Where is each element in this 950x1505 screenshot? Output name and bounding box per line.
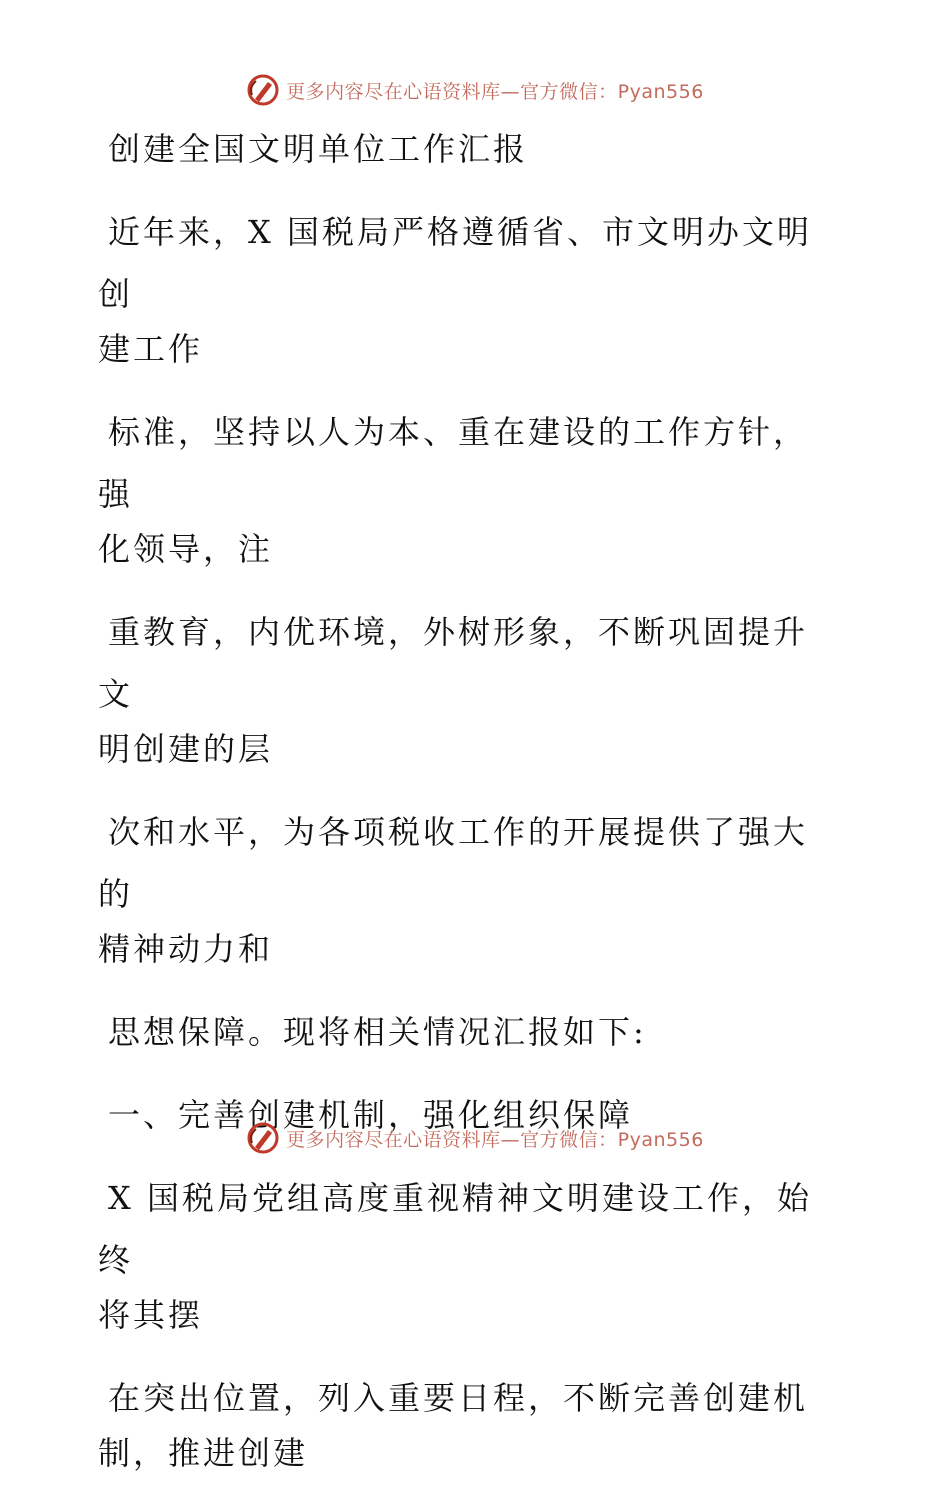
- pen-logo-icon: [246, 73, 280, 107]
- document-title: 创建全国文明单位工作汇报: [108, 130, 529, 168]
- header-banner-text: 更多内容尽在心语资料库—官方微信：Pyan556: [286, 80, 704, 103]
- pen-logo-icon: [246, 1121, 280, 1155]
- paragraph: 标准，坚持以人为本、重在建设的工作方针，强 化领导，注: [98, 413, 809, 568]
- paragraph: 重教育，内优环境，外树形象，不断巩固提升文 明创建的层: [98, 613, 809, 768]
- document-body: [98, 118, 838, 1505]
- paragraph: 近年来，X 国税局严格遵循省、市文明办文明创 建工作: [98, 213, 812, 368]
- section-heading: 一、完善创建机制，强化组织保障: [108, 1096, 634, 1134]
- footer-banner: [0, 1118, 950, 1158]
- paragraph: 思想保障。现将相关情况汇报如下:: [108, 1013, 647, 1051]
- paragraph: X 国税局党组高度重视精神文明建设工作，始终 将其摆: [98, 1179, 812, 1334]
- paragraph: 次和水平，为各项税收工作的开展提供了强大的 精神动力和: [98, 813, 809, 968]
- paragraph: 在突出位置，列入重要日程，不断完善创建机 制，推进创建: [98, 1379, 809, 1472]
- footer-banner-text: 更多内容尽在心语资料库—官方微信：Pyan556: [286, 1128, 704, 1151]
- header-banner: [0, 70, 950, 110]
